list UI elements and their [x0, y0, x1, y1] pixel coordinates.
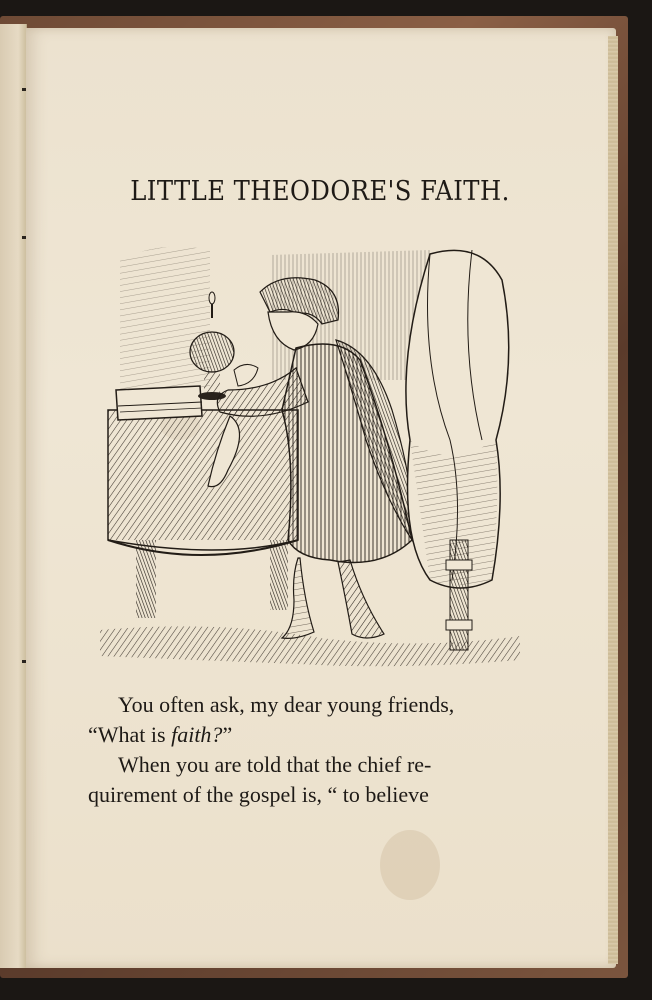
text-line: quirement of the gospel is, “ to believe	[88, 782, 429, 807]
text-segment: “What is	[88, 722, 172, 747]
text-line	[88, 720, 528, 750]
body-text	[88, 690, 528, 810]
draped-chair	[406, 250, 509, 650]
text-segment-italic: faith?	[171, 722, 223, 747]
text-line: You often ask, my dear young friends,	[118, 692, 455, 717]
paper-stain	[380, 830, 440, 900]
page-block-edge	[608, 36, 618, 964]
left-page-edge	[0, 24, 27, 968]
page-title: LITTLE THEODORE'S FAITH.	[130, 176, 510, 207]
wall-shading	[120, 247, 210, 390]
text-line: When you are told that the chief re-	[118, 752, 432, 777]
text-segment: ”	[222, 722, 233, 747]
engraving-illustration	[100, 240, 530, 680]
table	[108, 410, 298, 618]
book-on-table	[116, 386, 202, 420]
